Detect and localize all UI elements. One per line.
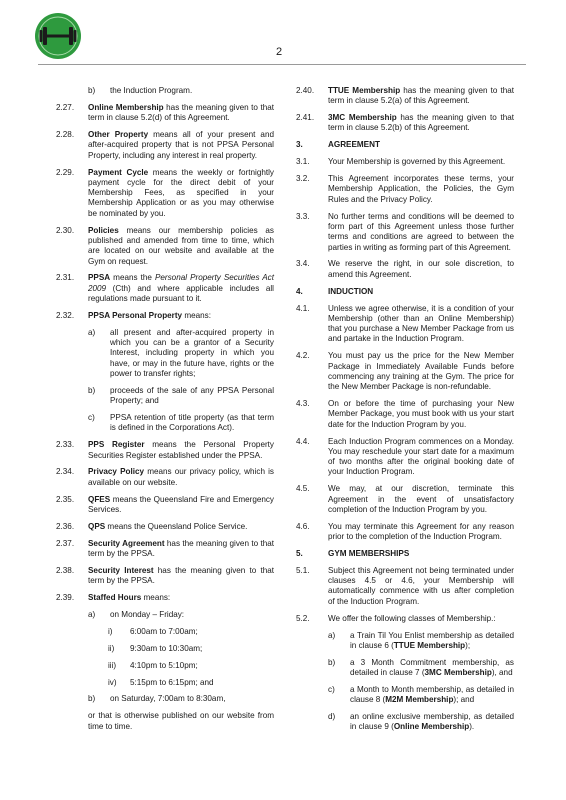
clause-2-39-a: a) on Monday – Friday: [88,609,185,619]
section-heading-agreement: 3. AGREEMENT [296,140,380,150]
clause-4-4: 4.4. Each Induction Program commences on a Monday. You may reschedule your start date for a maximum of two months after the original booking date of your Induction Program. [296,436,514,477]
clause-2-30: 2.30. Policies means our membership policies as published and amended from time to time, which are located on our website and available at the Gym on request. [56,225,274,266]
clause-4-6: 4.6. You may terminate this Agreement for any reason prior to the completion of the Induction Program. [296,521,514,542]
clause-4-3: 4.3. On or before the time of purchasing your New Member Package, you must book with us your start date for the Induction Program by you. [296,399,514,429]
header-divider [38,64,526,65]
clause-2-27: 2.27. Online Membership has the meaning given to that term in clause 5.2(d) of this Agreement. [56,102,275,123]
clause-3-3: 3.3. No further terms and conditions will be deemed to form part of this Agreement unless those further terms and conditions are agreed to between the parties in writing as forming part of this Agreement. [296,211,514,252]
clause-5-2: 5.2. We offer the following classes of Membership.: [296,613,496,623]
clause-2-35: 2.35. QFES means the Queensland Fire and Emergency Services. [56,494,274,514]
clause-4-1: 4.1. Unless we agree otherwise, it is a condition of your Membership (other than an Online Membership) that you purchase a New Member Package from us and partake in the Induction Program. [296,303,514,344]
page-number: 2 [276,46,283,58]
clause-3-1: 3.1. Your Membership is governed by this Agreement. [296,157,506,167]
staffed-hours-item: ii) 9:30am to 10:30am; [108,643,203,653]
clause-5-2-b: b) a 3 Month Commitment membership, as detailed in clause 7 (3MC Membership), and [328,657,514,678]
clause-2-39: 2.39. Staffed Hours means: [56,593,171,603]
clause-4-5: 4.5. We may, at our discretion, terminate this Agreement in the event of unsatisfactory completion of the Induction Program by you. [296,484,514,514]
clause-2-41: 2.41. 3MC Membership has the meaning given to that term in clause 5.2(b) of this Agreement. [296,113,514,133]
clause-2-31: 2.31. PPSA means the Personal Property Securities Act 2009 (Cth) and where applicable includes all regulations made pursuant to it. [56,273,274,304]
clause-5-2-c: c) a Month to Month membership, as detailed in clause 8 (M2M Membership); and [328,684,514,705]
clause-5-2-d: d) an online exclusive membership, as detailed in clause 9 (Online Membership). [328,712,514,732]
right-column [296,86,514,739]
clause-2-36: 2.36. QPS means the Queensland Police Service. [56,521,248,531]
clause-2-38: 2.38. Security Interest has the meaning given to that term by the PPSA. [56,565,275,586]
clause-3-2: 3.2. This Agreement incorporates these terms, your Membership Application, the Policies, the Gym Rules and the Privacy Policy. [296,174,514,204]
clause-4-2: 4.2. You must pay us the price for the New Member Package in Immediately Available Funds before commencing any training at the Gym. The price for the New Member Package is non-refundable. [296,351,514,392]
clause-3-4: 3.4. We reserve the right, in our sole discretion, to amend this Agreement. [296,259,514,279]
dumbbell-logo-icon [34,12,82,60]
clause-2-39-b: b) on Saturday, 7:00am to 8:30am, [88,694,226,704]
clause-2-40: 2.40. TTUE Membership has the meaning given to that term in clause 5.2(a) of this Agreement. [296,86,515,106]
section-heading-induction: 4. INDUCTION [296,286,374,296]
clause-2-32: 2.32. PPSA Personal Property means: [56,310,211,320]
staffed-hours-item: i) 6:00am to 7:00am; [108,626,198,636]
section-heading-gym-memberships: 5. GYM MEMBERSHIPS [296,549,410,558]
clause-2-33: 2.33. PPS Register means the Personal Property Securities Register established under the PPSA. [56,440,274,460]
clause-2-32-a: a) all present and after-acquired property in which you can be a grantor of a Security Interest, including property in which you have, or may in the future have, rights or the power to transfer rights; [88,327,274,378]
clause-2-32-b: b) proceeds of the sale of any PPSA Personal Property; and [88,385,274,406]
clause-5-1: 5.1. Subject this Agreement not being terminated under clauses 4.5 or 4.6, your Membership will automatically commence with us after completion of the Induction Program. [296,565,514,606]
clause-5-2-a: a) a Train Til You Enlist membership as detailed in clause 6 (TTUE Membership); [328,630,514,650]
clause-2-32-c: c) PPSA retention of title property (as that term is defined in the Corporations Act). [88,413,274,433]
clause-2-26-b: b) the Induction Program. [88,86,193,95]
staffed-hours-item: iii) 4:10pm to 5:10pm; [108,660,198,670]
left-column [56,86,274,739]
staffed-hours-item: iv) 5:15pm to 6:15pm; and [108,677,214,687]
clause-2-39-tail: or that is otherwise published on our website from time to time. [88,711,274,731]
clause-2-29: 2.29. Payment Cycle means the weekly or fortnightly payment cycle for the direct debit of your Membership Fees, as specified in your Membership Application or as you may otherwise be nominated by you. [56,167,274,218]
clause-2-28: 2.28. Other Property means all of your present and after-acquired property that is not PPSA Personal Property, including any interest in real property. [56,130,274,160]
clause-2-34: 2.34. Privacy Policy means our privacy policy, which is available on our website. [56,467,274,487]
clause-2-37: 2.37. Security Agreement has the meaning given to that term by the PPSA. [56,538,274,558]
